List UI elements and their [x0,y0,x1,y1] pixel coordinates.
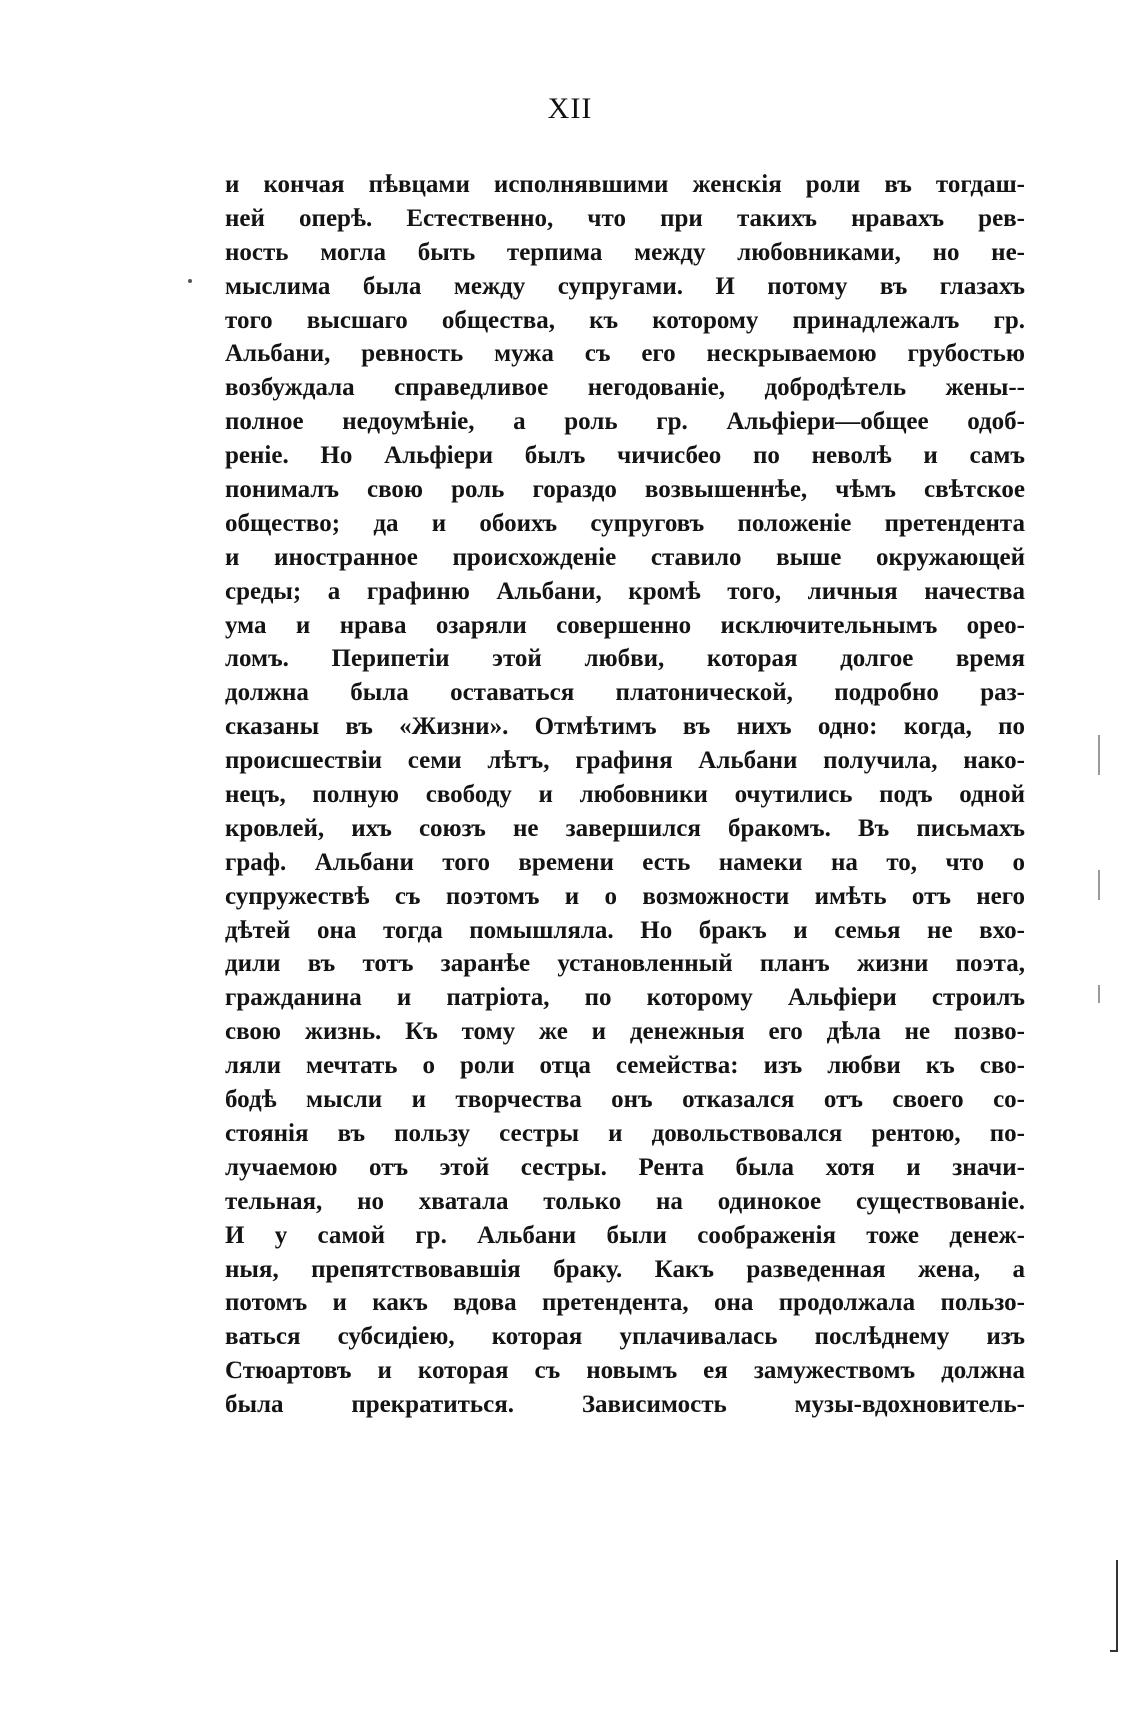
text-line: Стюартовъ и которая съ новымъ ея замужествомъ должна [225,1357,1025,1385]
text-line: общество; да и обоихъ супруговъ положеніе претендента [225,509,1025,537]
text-line: Альбани, ревность мужа съ его нескрываемою грубостью [225,340,1025,368]
text-line: кровлей, ихъ союзъ не завершился бракомъ. Въ письмахъ [225,814,1025,842]
text-line: того высшаго общества, къ которому принадлежалъ гр. [225,306,1025,334]
text-line: и кончая пѣвцами исполнявшими женскія роли въ тогдаш- [225,171,1025,198]
page-number: XII [547,92,593,125]
text-line: свою жизнь. Къ тому же и денежныя его дѣла не позво- [225,1018,1025,1046]
text-line: ней оперѣ. Естественно, что при такихъ нравахъ рев- [225,204,1025,232]
text-line: ныя, препятствовавшія браку. Какъ разведенная жена, а [225,1255,1025,1283]
text-line: среды; а графиню Альбани, кромѣ того, личныя начества [225,577,1025,605]
text-line: стоянія въ пользу сестры и довольствовался рентою, по- [225,1119,1025,1147]
text-line: сказаны въ «Жизни». Отмѣтимъ въ нихъ одно: когда, по [225,713,1025,741]
text-line: супружествѣ съ поэтомъ и о возможности имѣть отъ него [225,882,1025,910]
text-line: и иностранное происхожденіе ставило выше окружающей [225,543,1025,571]
text-line: мыслима была между супругами. И потому въ глазахъ [225,272,1025,300]
text-line: И у самой гр. Альбани были соображенія тоже денеж- [225,1221,1025,1249]
text-line: дѣтей она тогда помышляла. Но бракъ и семья не вхо- [225,916,1025,944]
text-line: ваться субсидіею, которая уплачивалась послѣднему изъ [225,1323,1025,1351]
text-line: потомъ и какъ вдова претендента, она продолжала пользо- [225,1289,1025,1317]
text-line: тельная, но хватала только на одинокое существованіе. [225,1187,1025,1215]
edge-mark [1098,735,1100,775]
edge-mark [1098,985,1100,1003]
text-line: нецъ, полную свободу и любовники очутились подъ одной [225,781,1025,809]
text-line: граф. Альбани того времени есть намеки на то, что о [225,848,1025,876]
text-line: происшествіи семи лѣтъ, графиня Альбани получила, нако- [225,747,1025,775]
text-line: возбуждала справедливое негодованіе, добродѣтель жены-- [225,374,1025,402]
text-line: должна была оставаться платонической, подробно раз- [225,679,1025,707]
text-line: ляли мечтать о роли отца семейства: изъ любви къ сво- [225,1052,1025,1080]
text-line: лучаемою отъ этой сестры. Рента была хотя и значи- [225,1153,1025,1181]
margin-dot [188,279,192,283]
text-line: была прекратиться. Зависимость музы-вдохновитель- [225,1391,1025,1419]
text-line: понималъ свою роль гораздо возвышеннѣе, чѣмъ свѣтское [225,476,1025,504]
text-line: реніе. Но Альфіери былъ чичисбео по неволѣ и самъ [225,442,1025,470]
edge-bracket [1110,1560,1118,1652]
edge-mark [1098,870,1100,900]
body-text [225,168,1025,1422]
text-line: бодѣ мысли и творчества онъ отказался отъ своего со- [225,1086,1025,1114]
text-line: ность могла быть терпима между любовниками, но не- [225,238,1025,266]
text-line: ломъ. Перипетіи этой любви, которая долгое время [225,645,1025,673]
text-line: гражданина и патріота, по которому Альфіери строилъ [225,984,1025,1012]
text-line: полное недоумѣніе, а роль гр. Альфіери—общее одоб- [225,408,1025,436]
text-line: дили въ тотъ заранѣе установленный планъ жизни поэта, [225,950,1025,978]
text-line: ума и нрава озаряли совершенно исключительнымъ орео- [225,611,1025,639]
